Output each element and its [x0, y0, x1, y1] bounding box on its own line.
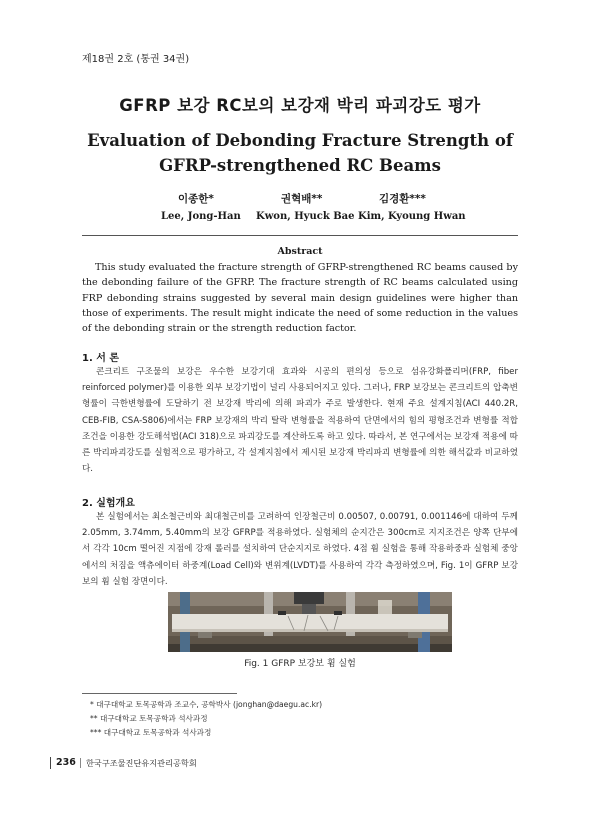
- figure-caption: Fig. 1 GFRP 보강보 휨 실험: [244, 659, 356, 669]
- footnote-3: *** 대구대학교 토목공학과 석사과정: [90, 728, 212, 737]
- abstract-text: This study evaluated the fracture strength of GFRP-strengthened RC beams caused by the debonding failure of the GFRP. The fracture strength of RC beams calculated using FRP debonding strains suggested by several main design guidelines were higher than those of experiments. The result might indicate the need of some reduction in the values of the debonding strain or the strength reduction factor.: [82, 262, 518, 335]
- footnote-divider: [82, 693, 237, 694]
- title-english: [80, 128, 520, 178]
- author-3-english: Kim, Kyoung Hwan: [358, 211, 466, 222]
- author-1-korean: 이종한*: [178, 193, 214, 205]
- author-1-english: Lee, Jong-Han: [161, 211, 241, 222]
- section-1-heading: 1. 서 론: [82, 353, 120, 364]
- page-number: 236: [56, 757, 76, 768]
- section-2-text: 본 실험에서는 최소철근비와 최대철근비를 고려하여 인장철근비 0.00507, 0.00791, 0.001146에 대하여 두께 2.05mm, 3.74mm, 5.40mm의 보강 GFRP를 적용하였다. 실험체의 순지간은 300cm로 지지조건은 양쪽 단부에서 각각 10cm 떨어진 지점에 강재 롤러를 설치하여 단순지지로 하였다. 4점 휨 실험을 통해 작용하중과 실험체 중앙에서의 처짐을 액츄에이터 하중계(Load Cell)와 변위계(LVDT)를 사용하여 각각 측정하였으며, Fig. 1이 GFRP 보강보의 휨 실험 장면이다.: [82, 512, 518, 587]
- section-2-heading: 2. 실험개요: [82, 498, 135, 509]
- author-3-korean: 김경환***: [379, 193, 426, 205]
- footnotes: [90, 698, 322, 740]
- author-2-korean: 권혁배**: [281, 193, 323, 205]
- title-korean: GFRP 보강 RC보의 보강재 박리 파괴강도 평가: [119, 96, 481, 115]
- footnote-1: * 대구대학교 토목공학과 조교수, 공학박사 (jonghan@daegu.ac.kr): [90, 700, 323, 709]
- footer-separator: [80, 758, 81, 768]
- volume-info: 제18권 2호 (통권 34권): [82, 54, 190, 65]
- footnote-2: ** 대구대학교 토목공학과 석사과정: [90, 714, 208, 723]
- author-2-english: Kwon, Hyuck Bae: [256, 211, 355, 222]
- page-number-bar: [50, 757, 51, 769]
- figure-beam-test-photo: [168, 592, 452, 652]
- title-english-line-1: Evaluation of Debonding Fracture Strength of: [87, 131, 513, 150]
- title-english-line-2: GFRP-strengthened RC Beams: [159, 156, 441, 175]
- journal-name: 한국구조물진단유지관리공학회: [86, 758, 197, 768]
- section-1-text: 콘크리트 구조물의 보강은 우수한 보강기대 효과와 시공의 편의성 등으로 섬유강화폴리머(FRP, fiber reinforced polymer)를 이용한 외부 보강기법이 널리 사용되어지고 있다. 그러나, FRP 보강보는 콘크리트의 압축변형률이 극한변형률에 도달하기 전 보강재 박리에 의해 파괴가 주로 발생한다. 현재 주요 설계지침(ACI 440.2R, CEB-FIB, CSA-S806)에서는 FRP 보강재의 박리 탈락 변형률을 적용하여 단면에서의 힘의 평형조건과 변형률 적합조건을 이용한 강도해석법(ACI 318)으로 파괴강도를 계산하도록 하고 있다. 따라서, 본 연구에서는 보강재 적용에 따른 박리파괴강도를 실험적으로 평가하고, 각 설계지침에서 제시된 보강재 박리파괴 변형률에 의한 해석값과 비교하였다.: [82, 367, 518, 475]
- header-divider: [82, 235, 518, 236]
- abstract-heading: Abstract: [277, 246, 323, 257]
- beam-test-photo-image: [168, 592, 452, 652]
